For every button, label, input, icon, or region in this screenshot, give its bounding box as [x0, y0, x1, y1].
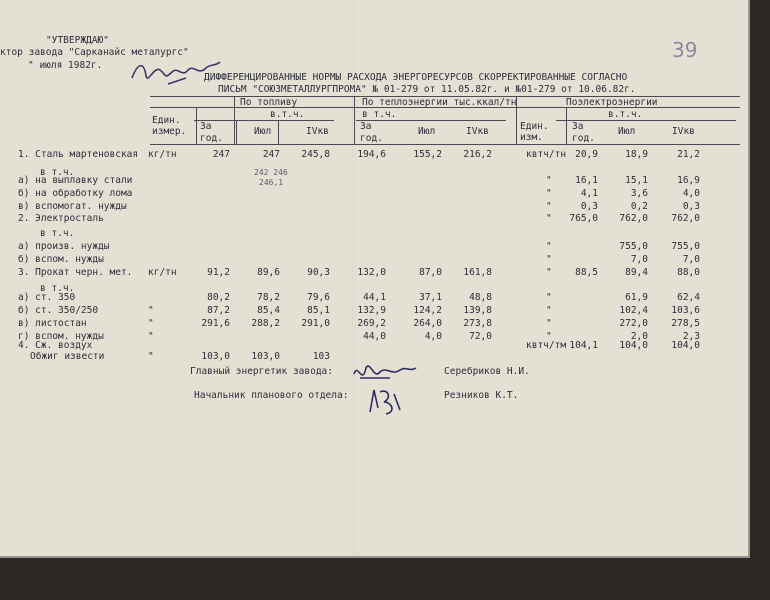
header-july: Июл [254, 126, 272, 137]
electricity-value: 103,6 [671, 305, 700, 316]
heat-value: 269,2 [357, 318, 386, 329]
table-rule-h [356, 120, 506, 121]
header-year: год. [572, 133, 595, 144]
electricity-value: 88,5 [575, 267, 598, 278]
row-name: б) на обработку лома [18, 188, 133, 199]
electricity-value: 755,0 [671, 241, 700, 252]
header-fuel-breakdown: в.т.ч. [270, 109, 305, 120]
heading-line-2: ПИСЬМ "СОЮЗМЕТАЛЛУРГПРОМА" № 01-279 от 11.05.82г. и №01-279 от 10.06.82г. [218, 84, 636, 95]
fuel-value: 91,2 [207, 267, 230, 278]
row-unit: " [148, 318, 154, 329]
header-unit-1: Един. [152, 115, 181, 126]
heat-value: 44,0 [363, 331, 386, 342]
row-unit: " [148, 305, 154, 316]
fuel-value: 247 [212, 149, 230, 160]
heat-value: 194,6 [357, 149, 386, 160]
heat-value: 87,0 [419, 267, 442, 278]
fuel-value: 89,6 [257, 267, 280, 278]
heat-value: 132,0 [357, 267, 386, 278]
electricity-value: 104,0 [619, 340, 648, 351]
electricity-value: 0,3 [682, 201, 700, 212]
row-name: г) вспом. нужды [18, 331, 104, 342]
fuel-value: 85,1 [307, 305, 330, 316]
fuel-value: 291,6 [201, 318, 230, 329]
heat-value: 48,8 [469, 292, 492, 303]
electricity-value: 762,0 [671, 213, 700, 224]
header-july: Июл [418, 126, 436, 137]
row-name: 2. Электросталь [18, 213, 104, 224]
row-unit-electricity: " [546, 331, 552, 342]
planning-head-signature [364, 384, 406, 416]
heat-value: 37,1 [419, 292, 442, 303]
row-name: в т.ч. [40, 228, 75, 239]
electricity-value: 21,2 [677, 149, 700, 160]
heat-value: 44,1 [363, 292, 386, 303]
heat-value: 161,8 [463, 267, 492, 278]
fuel-value: 103 [312, 351, 330, 362]
row-name: Обжиг извести [30, 351, 105, 362]
heat-value: 155,2 [413, 149, 442, 160]
fuel-value: 80,2 [207, 292, 230, 303]
heat-value: 132,9 [357, 305, 386, 316]
fuel-value: 247 [262, 149, 280, 160]
heat-value: 264,0 [413, 318, 442, 329]
table-rule-v [278, 120, 279, 144]
electricity-value: 278,5 [671, 318, 700, 329]
electricity-value: 3,6 [630, 188, 648, 199]
row-unit-electricity: " [546, 188, 552, 199]
header-heat-group: По теплоэнергии тыс.ккал/тн [362, 97, 517, 108]
electricity-value: 102,4 [619, 305, 648, 316]
table-rule-h [150, 144, 740, 145]
chief-engineer-name: Серебриков Н.И. [444, 366, 530, 377]
row-unit-electricity: " [546, 305, 552, 316]
row-name: в) вспомогат. нужды [18, 201, 127, 212]
row-name: б) ст. 350/250 [18, 305, 99, 316]
table-rule-v [236, 120, 237, 144]
fuel-value: 87,2 [207, 305, 230, 316]
electricity-value: 7,0 [682, 254, 700, 265]
row-name: в т.ч. [40, 283, 75, 294]
row-name: 1. Сталь мартеновская [18, 149, 139, 160]
row-unit: кг/тн [148, 267, 177, 278]
fuel-value: 245,8 [301, 149, 330, 160]
electricity-value: 2,0 [630, 331, 648, 342]
row-unit-electricity: квтч/тн [526, 149, 567, 160]
row-name: 3. Прокат черн. мет. [18, 267, 133, 278]
header-year: год. [360, 133, 383, 144]
header-unit2-2: изм. [520, 132, 543, 143]
table-rule-v [234, 97, 235, 145]
row-unit: " [148, 331, 154, 342]
row-unit-electricity: " [546, 213, 552, 224]
electricity-value: 15,1 [625, 175, 648, 186]
row-unit-electricity: " [546, 318, 552, 329]
heat-value: 139,8 [463, 305, 492, 316]
fuel-value: 78,2 [257, 292, 280, 303]
margin-note-1: 242 246 [254, 168, 288, 177]
margin-note-2: 246,1 [259, 178, 284, 187]
electricity-value: 0,2 [630, 201, 648, 212]
electricity-value: 4,0 [682, 188, 700, 199]
row-name: в т.ч. [40, 167, 75, 178]
electricity-value: 16,9 [677, 175, 700, 186]
approval-line-2: " июля 1982г. [28, 60, 103, 71]
row-name: в) листостан [18, 318, 87, 329]
electricity-value: 18,9 [625, 149, 648, 160]
approval-line-1: ктор завода "Сарканайс металургс" [0, 47, 189, 58]
electricity-value: 7,0 [630, 254, 648, 265]
heading-line-1: ДИФФЕРЕНЦИРОВАННЫЕ НОРМЫ РАСХОДА ЭНЕРГОРЕСУРСОВ СКОРРЕКТИРОВАННЫЕ СОГЛАСНО [204, 72, 628, 83]
fuel-value: 103,0 [251, 351, 280, 362]
row-unit-electricity: " [546, 267, 552, 278]
table-rule-v [196, 108, 197, 144]
electricity-value: 0,3 [580, 201, 598, 212]
header-q4: IVкв [672, 126, 695, 137]
fuel-value: 90,3 [307, 267, 330, 278]
row-name: 4. Сж. воздух [18, 340, 93, 351]
header-unit-2: измер. [152, 126, 187, 137]
planning-head-title: Начальник планового отдела: [194, 390, 349, 401]
heat-value: 4,0 [424, 331, 442, 342]
row-unit: кг/тн [148, 149, 177, 160]
row-unit-electricity: " [546, 175, 552, 186]
fuel-value: 103,0 [201, 351, 230, 362]
electricity-value: 755,0 [619, 241, 648, 252]
electricity-value: 762,0 [619, 213, 648, 224]
header-fuel-group: По топливу [240, 97, 298, 108]
heat-value: 216,2 [463, 149, 492, 160]
header-july: Июл [618, 126, 636, 137]
chief-engineer-title: Главный энергетик завода: [190, 366, 333, 377]
fuel-value: 79,6 [307, 292, 330, 303]
header-year: За [572, 121, 584, 132]
electricity-value: 88,0 [677, 267, 700, 278]
fuel-value: 291,0 [301, 318, 330, 329]
header-heat-breakdown: в т.ч. [362, 109, 397, 120]
heat-value: 273,8 [463, 318, 492, 329]
page-number: 39 [672, 38, 698, 62]
electricity-value: 61,9 [625, 292, 648, 303]
fuel-value: 288,2 [251, 318, 280, 329]
electricity-value: 104,0 [671, 340, 700, 351]
header-electricity-group: Поэлектроэнергии [566, 97, 658, 108]
header-q4: IVкв [466, 126, 489, 137]
table-rule-v [566, 108, 567, 144]
heat-value: 72,0 [469, 331, 492, 342]
header-year: За [200, 121, 212, 132]
heat-value: 124,2 [413, 305, 442, 316]
electricity-value: 20,9 [575, 149, 598, 160]
electricity-value: 16,1 [575, 175, 598, 186]
row-unit-electricity: " [546, 254, 552, 265]
electricity-value: 2,3 [682, 331, 700, 342]
header-year: год. [200, 133, 223, 144]
header-year: За [360, 121, 372, 132]
row-unit-electricity: квтч/тм [526, 340, 567, 351]
row-name: а) на выплавку стали [18, 175, 133, 186]
row-name: а) ст. 350 [18, 292, 76, 303]
electricity-value: 4,1 [580, 188, 598, 199]
electricity-value: 89,4 [625, 267, 648, 278]
electricity-value: 62,4 [677, 292, 700, 303]
planning-head-name: Резников К.Т. [444, 390, 519, 401]
electricity-value: 272,0 [619, 318, 648, 329]
fuel-value: 85,4 [257, 305, 280, 316]
row-unit: " [148, 351, 154, 362]
electricity-value: 104,1 [569, 340, 598, 351]
row-unit-electricity: " [546, 241, 552, 252]
row-unit-electricity: " [546, 201, 552, 212]
header-unit2-1: Един. [520, 121, 549, 132]
row-name: б) вспом. нужды [18, 254, 104, 265]
header-q4: IVкв [306, 126, 329, 137]
electricity-value: 765,0 [569, 213, 598, 224]
row-unit-electricity: " [546, 292, 552, 303]
row-name: а) произв. нужды [18, 241, 110, 252]
header-electricity-breakdown: в.т.ч. [608, 109, 643, 120]
table-rule-v [354, 97, 355, 145]
approval-title: "УТВЕРЖДАЮ" [46, 35, 109, 46]
table-rule-h [194, 120, 334, 121]
